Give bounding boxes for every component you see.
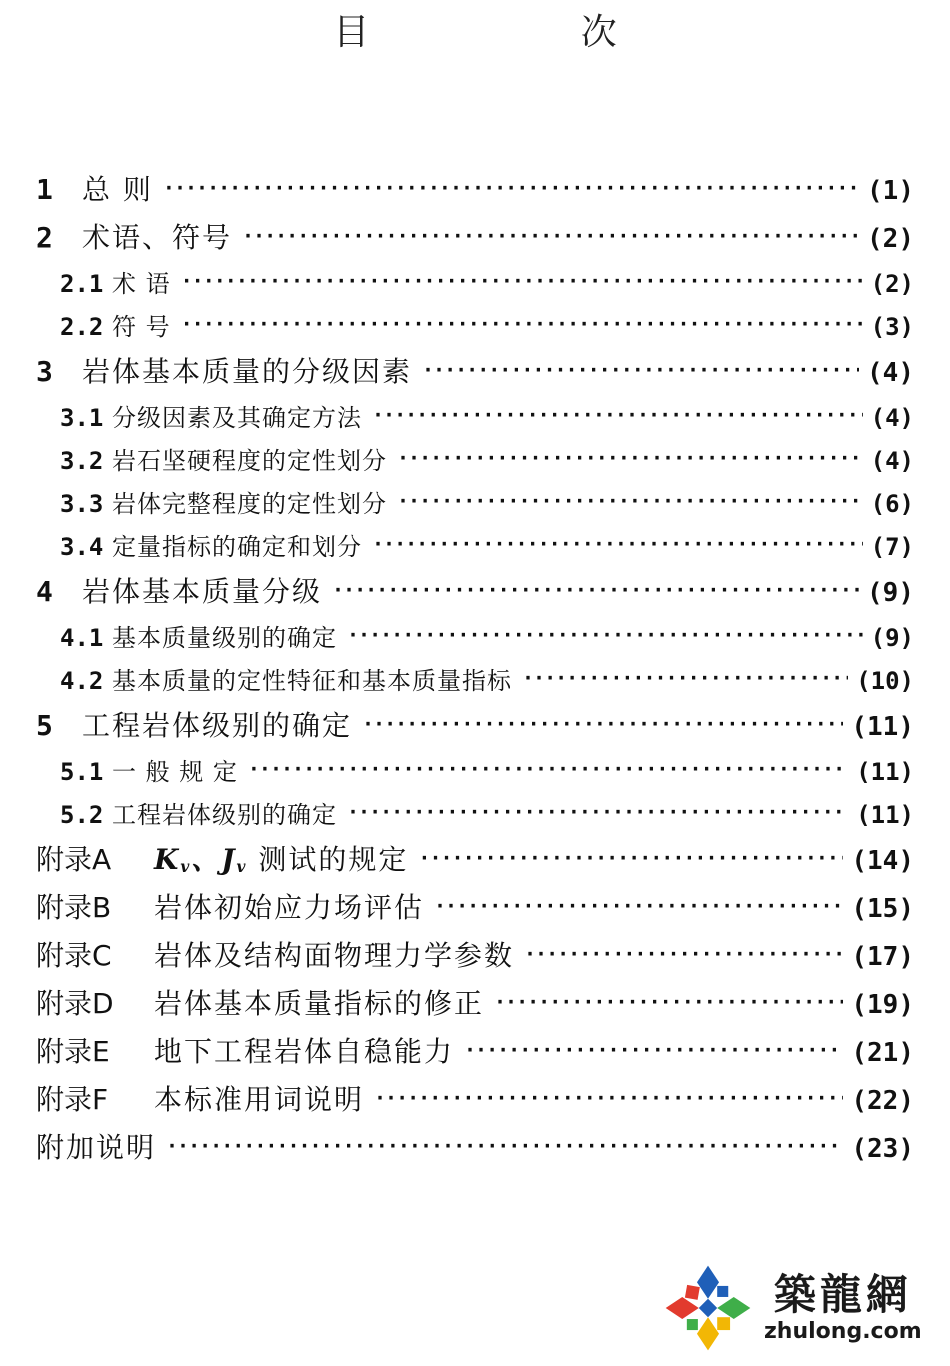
toc-entry-title: 术 语 xyxy=(112,270,171,298)
toc-entry-number: 5.1 xyxy=(60,758,104,786)
toc-entry-page: (17) xyxy=(851,942,914,972)
toc-entry[interactable] xyxy=(36,350,914,398)
toc-entry-title: 基本质量级别的确定 xyxy=(112,624,337,652)
toc-entry[interactable] xyxy=(36,704,914,752)
toc-entry-page: (2) xyxy=(870,270,914,298)
toc-entry-title: 岩体及结构面物理力学参数 xyxy=(154,939,515,972)
toc-entry-page: (4) xyxy=(870,404,914,432)
watermark-en-text: zhulong.com xyxy=(764,1319,922,1344)
toc-entry-title: 工程岩体级别的确定 xyxy=(112,801,337,829)
toc-entry-title: 本标准用词说明 xyxy=(154,1083,365,1116)
toc-entry-page: (11) xyxy=(856,758,914,786)
toc-entry-page: (15) xyxy=(851,894,914,924)
toc-entry[interactable] xyxy=(36,570,914,618)
toc-entry[interactable] xyxy=(36,484,914,527)
toc-entry-title: 岩体基本质量的分级因素 xyxy=(82,355,413,388)
toc-entry-page: (2) xyxy=(867,224,914,254)
toc-entry-page: (22) xyxy=(851,1086,914,1116)
dot-leader xyxy=(248,757,848,781)
toc-entry-title: 岩体基本质量分级 xyxy=(82,575,323,608)
toc-entry-title: 岩石坚硬程度的定性划分 xyxy=(112,447,387,475)
toc-entry-page: (1) xyxy=(867,176,914,206)
toc-entry[interactable] xyxy=(36,1126,914,1174)
toc-entry-number: 附录A xyxy=(36,843,112,876)
toc-entry-title: 术语、符号 xyxy=(82,221,233,254)
toc-entry-title: 地下工程岩体自稳能力 xyxy=(154,1035,455,1068)
toc-entry-number: 4.1 xyxy=(60,624,104,652)
page-title: 目 次 xyxy=(333,12,717,53)
toc-entry[interactable] xyxy=(36,1030,914,1078)
dot-leader xyxy=(163,176,859,200)
toc-entry-number: 附录C xyxy=(36,939,112,972)
toc-entry-page: (21) xyxy=(851,1038,914,1068)
dot-leader xyxy=(374,1086,843,1110)
toc-entry[interactable] xyxy=(36,661,914,704)
toc-entry[interactable] xyxy=(36,795,914,838)
toc-entry[interactable] xyxy=(36,982,914,1030)
toc-entry-number: 4 xyxy=(36,575,53,608)
dot-leader xyxy=(347,800,848,824)
toc-entry-page: (23) xyxy=(851,1134,914,1164)
toc-entry-number: 3.2 xyxy=(60,447,104,475)
toc-entry-page: (11) xyxy=(851,712,914,742)
toc-entry-title: 基本质量的定性特征和基本质量指标 xyxy=(112,667,512,695)
toc-entry[interactable] xyxy=(36,527,914,570)
toc-entry-number: 附录D xyxy=(36,987,114,1020)
toc-entry[interactable] xyxy=(36,886,914,934)
dot-leader xyxy=(347,623,863,647)
zhulong-logo-icon xyxy=(660,1262,756,1354)
toc-entry-title: 工程岩体级别的确定 xyxy=(82,709,353,742)
dot-leader xyxy=(372,403,863,427)
toc-entry-page: (14) xyxy=(851,846,914,876)
toc-entry-title: 符 号 xyxy=(112,313,171,341)
toc-entry-number: 4.2 xyxy=(60,667,104,695)
dot-leader xyxy=(397,446,863,470)
dot-leader xyxy=(524,942,843,966)
toc-entry[interactable] xyxy=(36,264,914,307)
dot-leader xyxy=(181,312,863,336)
toc-entry-number: 1 xyxy=(36,173,53,206)
toc-entry[interactable] xyxy=(36,1078,914,1126)
dot-leader xyxy=(372,532,863,556)
toc-entry-number: 2 xyxy=(36,221,53,254)
toc-entry-page: (9) xyxy=(867,578,914,608)
toc-entry-number: 5 xyxy=(36,709,53,742)
toc-entry[interactable] xyxy=(36,398,914,441)
dot-leader xyxy=(181,269,863,293)
toc-entry-page: (3) xyxy=(870,313,914,341)
toc-entry-page: (7) xyxy=(870,533,914,561)
toc-entry[interactable] xyxy=(36,934,914,982)
toc-entry-title: 岩体完整程度的定性划分 xyxy=(112,490,387,518)
toc-entry-title: 一 般 规 定 xyxy=(112,758,238,786)
toc-entry-number: 3.1 xyxy=(60,404,104,432)
watermark-cn-text: 築龍網 xyxy=(773,1270,912,1319)
zhulong-watermark-logo xyxy=(660,1262,930,1354)
toc-entry[interactable] xyxy=(36,838,914,886)
toc-entry[interactable] xyxy=(36,752,914,795)
toc-entry-title: 总 则 xyxy=(82,173,153,206)
table-of-contents xyxy=(36,168,914,1174)
toc-entry-number: 5.2 xyxy=(60,801,104,829)
toc-entry-page: (10) xyxy=(856,667,914,695)
toc-entry-number: 3.4 xyxy=(60,533,104,561)
toc-entry-page: (11) xyxy=(856,801,914,829)
toc-entry-page: (4) xyxy=(870,447,914,475)
toc-entry-title: $K_v$、$J_v$ 测试的规定 xyxy=(154,843,409,877)
toc-entry-title: 分级因素及其确定方法 xyxy=(112,404,362,432)
dot-leader xyxy=(418,846,843,870)
toc-entry-number: 附录B xyxy=(36,891,112,924)
toc-entry-number: 附录E xyxy=(36,1035,110,1068)
toc-entry-page: (19) xyxy=(851,990,914,1020)
toc-entry[interactable] xyxy=(36,168,914,216)
dot-leader xyxy=(397,489,863,513)
toc-entry-number: 2.1 xyxy=(60,270,104,298)
toc-entry-number: 附录F xyxy=(36,1083,109,1116)
toc-entry-title: 附加说明 xyxy=(36,1131,157,1164)
dot-leader xyxy=(242,224,859,248)
toc-entry-number: 3.3 xyxy=(60,490,104,518)
dot-leader xyxy=(332,578,859,602)
dot-leader xyxy=(434,894,843,918)
toc-entry-page: (4) xyxy=(867,358,914,388)
toc-entry-page: (6) xyxy=(870,490,914,518)
toc-entry-number: 3 xyxy=(36,355,53,388)
toc-entry-page: (9) xyxy=(870,624,914,652)
toc-entry[interactable] xyxy=(36,216,914,264)
toc-entry[interactable] xyxy=(36,618,914,661)
toc-entry-title: 定量指标的确定和划分 xyxy=(112,533,362,561)
dot-leader xyxy=(166,1134,843,1158)
toc-entry[interactable] xyxy=(36,441,914,484)
toc-entry[interactable] xyxy=(36,307,914,350)
dot-leader xyxy=(362,712,843,736)
dot-leader xyxy=(422,358,859,382)
toc-entry-title: 岩体基本质量指标的修正 xyxy=(154,987,485,1020)
toc-entry-title: 岩体初始应力场评估 xyxy=(154,891,425,924)
dot-leader xyxy=(522,666,848,690)
dot-leader xyxy=(494,990,843,1014)
toc-entry-number: 2.2 xyxy=(60,313,104,341)
dot-leader xyxy=(464,1038,843,1062)
